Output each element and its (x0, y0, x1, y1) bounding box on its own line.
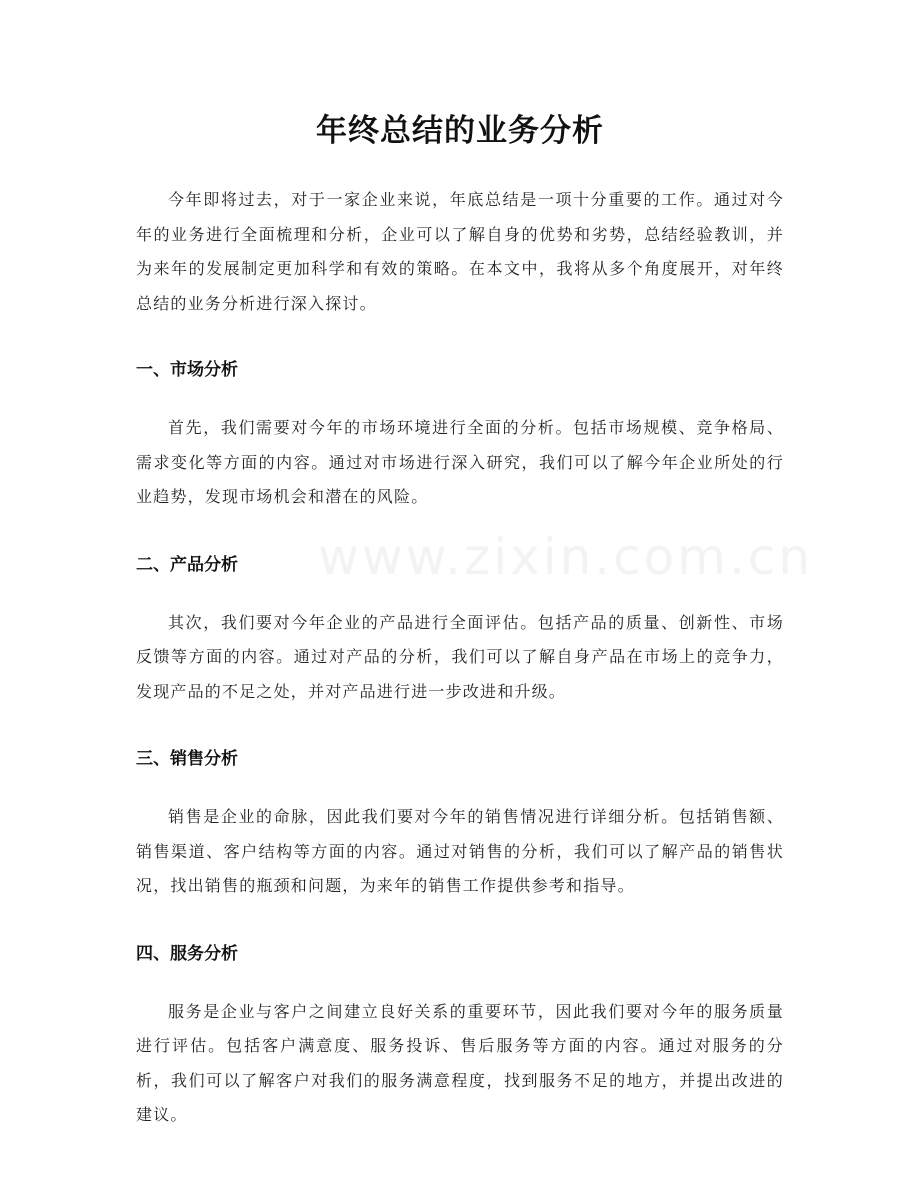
section-heading-service: 四、服务分析 (136, 943, 238, 964)
intro-paragraph: 今年即将过去，对于一家企业来说，年底总结是一项十分重要的工作。通过对今年的业务进行全面梳理和分析，企业可以了解自身的优势和劣势，总结经验教训，并为来年的发展制定更加科学和有效的策略。在本文中，我将从多个角度展开，对年终总结的业务分析进行深入探讨。 (136, 190, 784, 313)
section-body-service: 服务是企业与客户之间建立良好关系的重要环节，因此我们要对今年的服务质量进行评估。包括客户满意度、服务投诉、售后服务等方面的内容。通过对服务的分析，我们可以了解客户对我们的服务满意程度，找到服务不足的地方，并提出改进的建议。 (136, 1001, 784, 1124)
page-title: 年终总结的业务分析 (316, 113, 604, 149)
watermark-text: www.zixin.com.cn (318, 528, 814, 586)
section-heading-market: 一、市场分析 (136, 360, 238, 380)
section-body-sales: 销售是企业的命脉，因此我们要对今年的销售情况进行详细分析。包括销售额、销售渠道、客户结构等方面的内容。通过对销售的分析，我们可以了解产品的销售状况，找出销售的瓶颈和问题，为来年的销售工作提供参考和指导。 (136, 807, 784, 895)
section-heading-sales: 三、销售分析 (136, 749, 238, 769)
section-heading-product: 二、产品分析 (136, 554, 238, 575)
section-body-market: 首先，我们需要对今年的市场环境进行全面的分析。包括市场规模、竞争格局、需求变化等方面的内容。通过对市场进行深入研究，我们可以了解今年企业所处的行业趋势，发现市场机会和潜在的风险。 (136, 418, 784, 506)
section-body-product: 其次，我们要对今年企业的产品进行全面评估。包括产品的质量、创新性、市场反馈等方面的内容。通过对产品的分析，我们可以了解自身产品在市场上的竞争力，发现产品的不足之处，并对产品进行进一步改进和升级。 (136, 612, 784, 701)
